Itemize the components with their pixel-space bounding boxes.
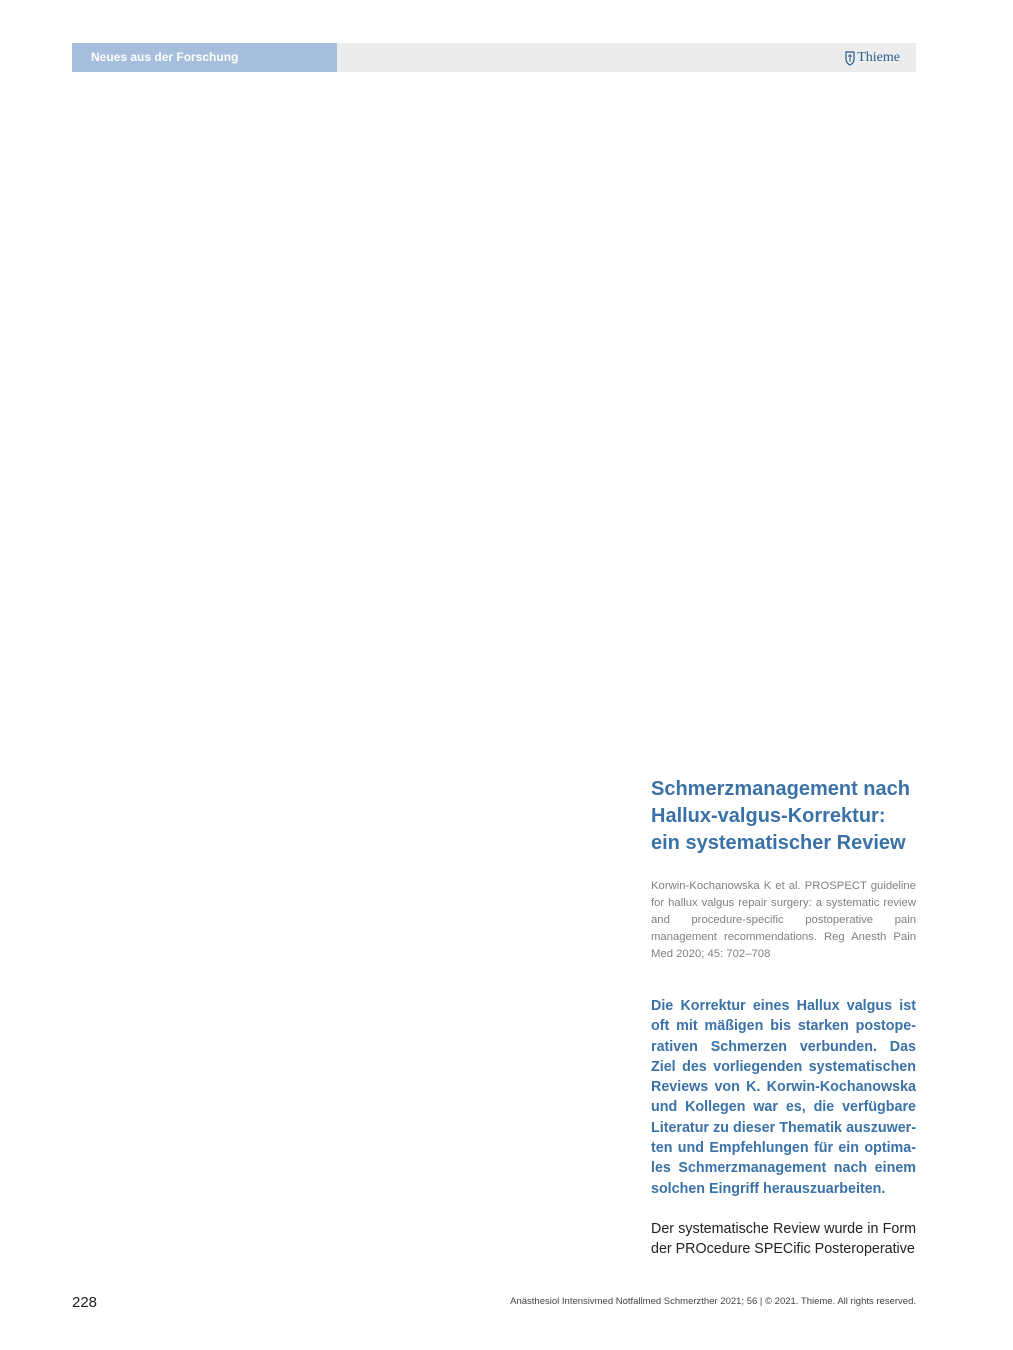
page-number: 228	[72, 1294, 98, 1311]
running-header	[72, 43, 916, 72]
publisher-name: Thieme	[857, 49, 900, 65]
thieme-crest-icon	[844, 50, 856, 66]
publisher-logo	[844, 43, 900, 72]
article	[651, 776, 916, 1259]
article-lead: Die Korrektur eines Hallux valgus ist oft mit mäßigen bis starken postoperativen Schmerzen verbunden. Das Ziel des vorliegenden systematischen Reviews von K. Korwin-Kochanowska und Kollegen war es, die verfügbare Literatur zu dieser Thematik auszuwerten und Empfehlungen für ein optimales Schmerzmanagement nach einem solchen Eingriff herauszuarbeiten.	[651, 998, 916, 1197]
article-title: Schmerzmanagement nach Hallux-valgus-Korrektur: ein systematischer Review	[651, 778, 910, 854]
article-citation: Korwin-Kochanowska K et al. PROSPECT guideline for hallux valgus repair surgery: a systematic review and procedure-specific postoperative pain management recommendations. Reg Anesth Pain Med 2020; 45: 702–708	[651, 880, 916, 960]
section-label: Neues aus der Forschung	[72, 43, 337, 72]
journal-citation: Anästhesiol Intensivmed Notfallmed Schmerzther 2021; 56 | © 2021. Thieme. All rights reserved.	[510, 1296, 916, 1307]
article-body: Der systematische Review wurde in Form der PROcedure SPECific Posteroperative	[651, 1220, 916, 1258]
